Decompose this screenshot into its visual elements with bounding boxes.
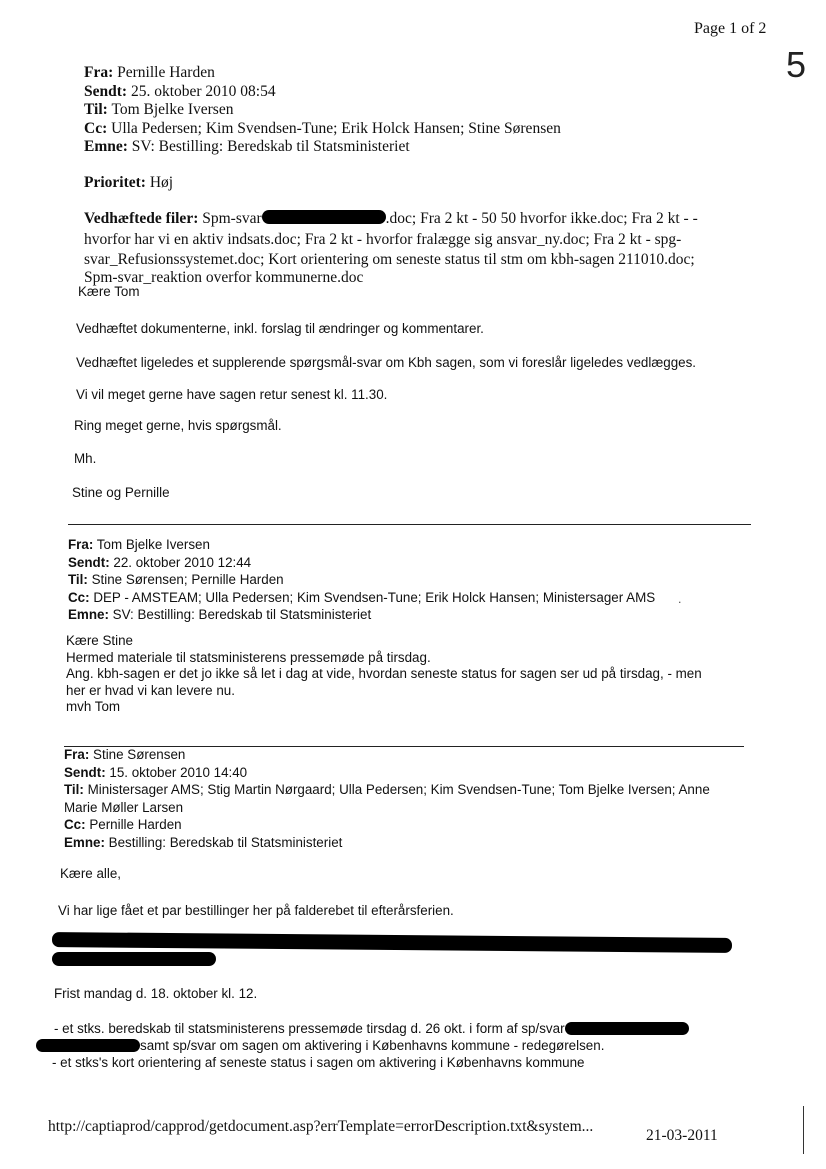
email3-to-continued: Marie Møller Larsen	[64, 799, 184, 815]
email3-deadline: Frist mandag d. 18. oktober kl. 12.	[54, 986, 258, 1001]
sent-label: Sendt:	[84, 82, 128, 100]
handwritten-page-mark: 5	[786, 44, 807, 85]
footer-url: http://captiaprod/capprod/getdocument.asp?errTemplate=errorDescription.txt&system...	[48, 1118, 594, 1135]
email2-body-line: Kære Stine	[66, 633, 133, 648]
sent-label: Sendt:	[64, 764, 106, 780]
redaction-mark	[52, 932, 732, 953]
email2-body-line: her er hvad vi kan levere nu.	[66, 682, 235, 698]
attachments-line-2: hvorfor har vi en aktiv indsats.doc; Fra 2 kt - hvorfor fralægge sig ansvar_ny.doc; Fra 2 kt - spg-	[84, 231, 682, 248]
email3-sent: 15. oktober 2010 14:40	[109, 764, 248, 780]
attachments-line-4: Spm-svar_reaktion overfor kommunerne.doc	[84, 269, 364, 286]
email3-item-1	[54, 1021, 689, 1036]
sent-label: Sendt:	[68, 554, 110, 570]
email1-cc: Ulla Pedersen; Kim Svendsen-Tune; Erik Holck Hansen; Stine Sørensen	[111, 119, 561, 137]
email3-to: Ministersager AMS; Stig Martin Nørgaard; Ulla Pedersen; Kim Svendsen-Tune; Tom Bjelke Iversen; Anne	[87, 782, 710, 798]
email3-item-1-continued	[36, 1038, 604, 1053]
email2-body-line: Hermed materiale til statsministerens pressemøde på tirsdag.	[66, 649, 431, 665]
footer-date: 21-03-2011	[646, 1127, 718, 1144]
email1-signature: Stine og Pernille	[72, 485, 170, 500]
cc-label: Cc:	[68, 589, 90, 605]
priority-value: Høj	[149, 174, 174, 191]
email1-to: Tom Bjelke Iversen	[111, 101, 234, 118]
email1-subject: SV: Bestilling: Beredskab til Statsministeriet	[131, 138, 410, 155]
email3-item-1-text: - et stks. beredskab til statsministerens pressemøde tirsdag d. 26 okt. i form af sp/svar	[54, 1021, 565, 1036]
email2-subject: SV: Bestilling: Beredskab til Statsministeriet	[112, 607, 372, 623]
scan-dots: ·	[678, 596, 682, 609]
attachment-list-continued: .doc; Fra 2 kt - 50 50 hvorfor ikke.doc; Fra 2 kt - -	[385, 210, 698, 227]
attachments-line-1	[84, 210, 698, 228]
separator-line	[68, 524, 751, 525]
email2-sent: 22. oktober 2010 12:44	[113, 554, 252, 570]
email1-body-line: Mh.	[74, 451, 97, 466]
redaction-mark	[262, 210, 386, 224]
email2-cc: DEP - AMSTEAM; Ulla Pedersen; Kim Svendsen-Tune; Erik Holck Hansen; Ministersager AMS	[93, 589, 656, 605]
to-label: Til:	[84, 101, 108, 118]
scan-edge-line	[803, 1106, 804, 1154]
email3-subject: Bestilling: Beredskab til Statsministeriet	[108, 834, 343, 850]
email3-from: Stine Sørensen	[93, 747, 186, 762]
redaction-mark	[565, 1022, 689, 1035]
email1-body-line: Vedhæftet ligeledes et supplerende spørgsmål-svar om Kbh sagen, som vi foreslår ligeledes vedlægges.	[76, 355, 697, 370]
email1-priority	[84, 174, 173, 192]
attachment-spm-svar-prefix: Spm-svar	[202, 210, 262, 227]
subject-label: Emne:	[64, 834, 105, 850]
priority-label: Prioritet:	[84, 174, 146, 191]
email1-body-line: Vi vil meget gerne have sagen retur senest kl. 11.30.	[76, 387, 388, 402]
email1-sent: 25. oktober 2010 08:54	[130, 82, 276, 100]
subject-label: Emne:	[68, 607, 109, 623]
email3-greeting: Kære alle,	[60, 866, 122, 881]
email3-intro: Vi har lige fået et par bestillinger her på falderebet til efterårsferien.	[58, 903, 454, 918]
attachments-line-3: svar_Refusionssystemet.doc; Kort orientering om seneste status til stm om kbh-sagen 211010.doc;	[84, 251, 695, 268]
attachments-label: Vedhæftede filer:	[84, 210, 199, 227]
email1-greeting: Kære Tom	[78, 284, 140, 299]
email3-item-2: - et stks's kort orientering af seneste status i sagen om aktivering i Københavns kommune	[52, 1055, 585, 1070]
page-number: Page 1 of 2	[694, 20, 767, 37]
email2-to: Stine Sørensen; Pernille Harden	[91, 572, 284, 588]
to-label: Til:	[68, 572, 88, 588]
email1-body-line: Vedhæftet dokumenterne, inkl. forslag til ændringer og kommentarer.	[76, 321, 484, 336]
from-label: Fra:	[64, 747, 90, 762]
email1-from: Pernille Harden	[117, 64, 215, 81]
redaction-mark	[36, 1039, 140, 1052]
email2-body	[66, 633, 702, 716]
from-label: Fra:	[68, 537, 94, 552]
email2-from: Tom Bjelke Iversen	[96, 537, 210, 552]
redaction-mark	[52, 952, 216, 966]
email2-body-line: mvh Tom	[66, 699, 121, 715]
cc-label: Cc:	[84, 119, 108, 137]
cc-label: Cc:	[64, 817, 86, 833]
email2-body-line: Ang. kbh-sagen er det jo ikke så let i dag at vide, hvordan seneste status for sagen ser ud på tirsdag, - men	[66, 666, 702, 682]
from-label: Fra:	[84, 64, 114, 81]
email3-cc: Pernille Harden	[89, 817, 182, 833]
email1-header	[84, 64, 561, 157]
email1-body-line: Ring meget gerne, hvis spørgsmål.	[74, 418, 282, 433]
email3-header	[64, 746, 710, 852]
email2-header	[68, 536, 655, 624]
to-label: Til:	[64, 782, 84, 798]
subject-label: Emne:	[84, 138, 128, 155]
email3-item-1-cont-text: samt sp/svar om sagen om aktivering i Københavns kommune - redegørelsen.	[140, 1038, 605, 1053]
